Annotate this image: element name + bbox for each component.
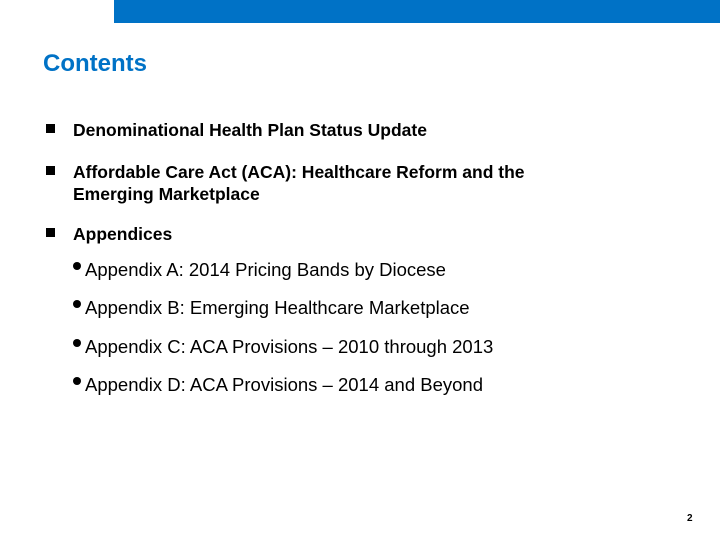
appendix-item-label: Appendix D: ACA Provisions – 2014 and Beyond: [85, 374, 484, 395]
contents-item: [46, 223, 686, 245]
square-bullet-icon: [46, 228, 55, 237]
square-bullet-icon: [46, 124, 55, 133]
appendix-item-label: Appendix A: 2014 Pricing Bands by Diocese: [85, 259, 446, 280]
square-bullet-icon: [46, 166, 55, 175]
appendix-item: [73, 297, 693, 319]
slide-title: Contents: [43, 50, 147, 77]
round-bullet-icon: [73, 300, 81, 308]
appendix-item-label: Appendix C: ACA Provisions – 2010 through 2013: [85, 336, 494, 357]
header-bar: [114, 0, 720, 23]
contents-item: [46, 161, 686, 205]
appendix-item: [73, 259, 693, 281]
contents-item-label: Denominational Health Plan Status Update: [73, 120, 427, 140]
contents-item-label-line: Emerging Marketplace: [73, 184, 260, 204]
round-bullet-icon: [73, 339, 81, 347]
round-bullet-icon: [73, 262, 81, 270]
appendix-item: [73, 336, 693, 358]
contents-item-label: [73, 161, 525, 205]
contents-item: [46, 119, 686, 141]
contents-item-label: Appendices: [73, 224, 173, 244]
page-number: 2: [687, 513, 693, 524]
round-bullet-icon: [73, 377, 81, 385]
appendix-item-label: Appendix B: Emerging Healthcare Marketplace: [85, 297, 470, 318]
contents-item-label-line: Affordable Care Act (ACA): Healthcare Reform and the: [73, 162, 525, 182]
appendix-item: [73, 374, 693, 396]
